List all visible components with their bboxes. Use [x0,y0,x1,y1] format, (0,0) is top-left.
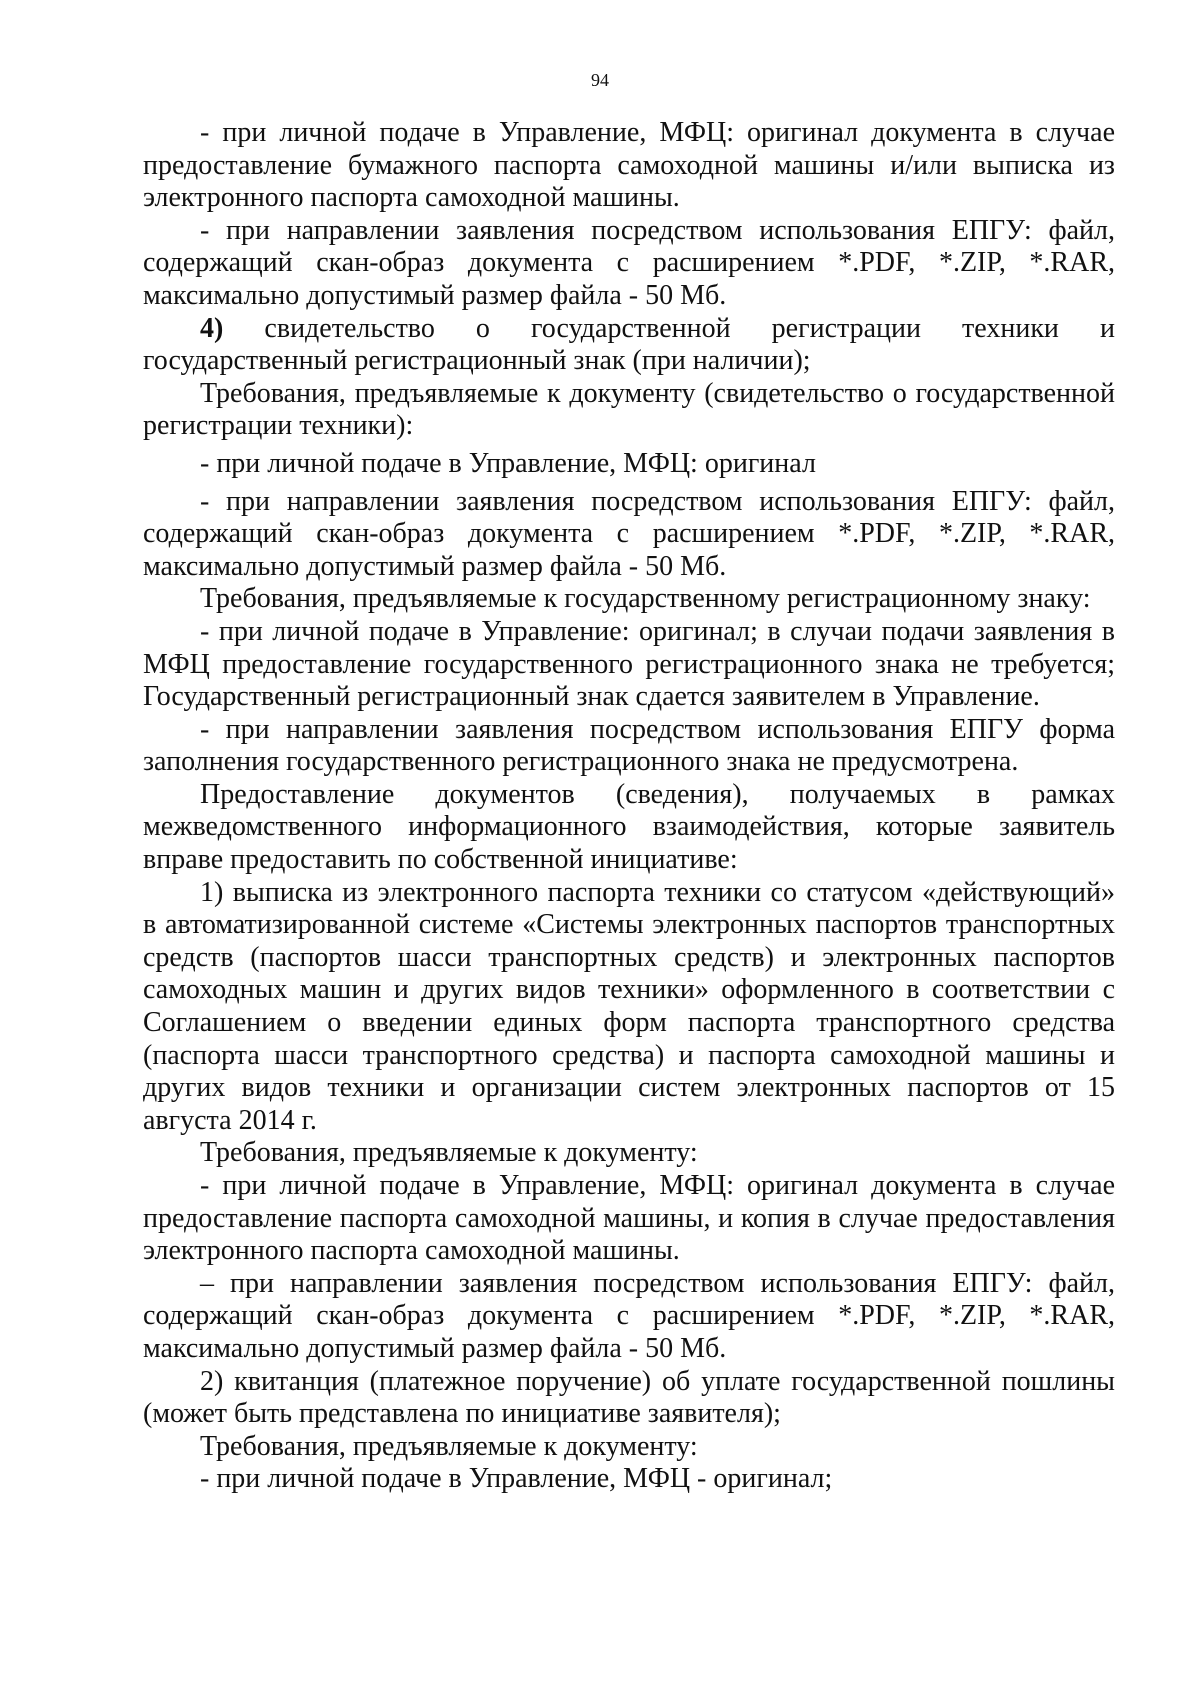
page-number: 94 [591,70,609,90]
paragraph: - при личной подаче в Управление, МФЦ: оригинал документа в случае предоставление бумажного паспорта самоходной машины и/или выписка из электронного паспорта самоходной машины. [143,117,1115,214]
paragraph: 1) выписка из электронного паспорта техники со статусом «действующий» в автоматизированной системе «Системы электронных паспортов транспортных средств (паспортов шасси транспортных средств) и электронных паспортов самоходных машин и других видов техники» оформленного в соответствии с Соглашением о введении единых форм паспорта транспортного средства (паспорта шасси транспортного средства) и паспорта самоходной машины и других видов техники и организации систем электронных паспортов от 15 августа 2014 г. [143,876,1115,1136]
paragraph: Требования, предъявляемые к документу: [200,1137,698,1169]
paragraph: - при направлении заявления посредством использования ЕПГУ: файл, содержащий скан-образ документа с расширением *.PDF, *.ZIP, *.RAR, максимально допустимый размер файла - 50 Мб. [143,485,1115,582]
paragraph: - при личной подаче в Управление: оригинал; в случаи подачи заявления в МФЦ предоставление государственного регистрационного знака не требуется; Государственный регистрационный знак сдается заявителем в Управление. [143,615,1115,713]
paragraph: - при личной подаче в Управление, МФЦ: оригинал [200,447,816,479]
paragraph: Требования, предъявляемые к государственному регистрационному знаку: [200,583,1091,615]
paragraph: 2) квитанция (платежное поручение) об уплате государственной пошлины (может быть представлена по инициативе заявителя); [143,1365,1115,1430]
paragraph: - при направлении заявления посредством использования ЕПГУ форма заполнения государственного регистрационного знака не предусмотрена. [143,713,1115,778]
item-number: 4) [200,312,224,344]
paragraph: Требования, предъявляемые к документу: [200,1430,698,1462]
paragraph: - при направлении заявления посредством использования ЕПГУ: файл, содержащий скан-образ документа с расширением *.PDF, *.ZIP, *.RAR, максимально допустимый размер файла - 50 Мб. [143,214,1115,311]
paragraph: - при личной подаче в Управление, МФЦ - оригинал; [200,1463,833,1495]
item-text: свидетельство о государственной регистрации техники и государственный регистрационный знак (при наличии); [143,312,1115,377]
paragraph: Требования, предъявляемые к документу (свидетельство о государственной регистрации техники): [143,377,1115,442]
paragraph: - при личной подаче в Управление, МФЦ: оригинал документа в случае предоставление паспорта самоходной машины, и копия в случае предоставления электронного паспорта самоходной машины. [143,1170,1115,1267]
document-body [143,117,1115,1496]
paragraph: Предоставление документов (сведения), получаемых в рамках межведомственного информационного взаимодействия, которые заявитель вправе предоставить по собственной инициативе: [143,778,1115,876]
paragraph [143,313,1115,378]
paragraph: – при направлении заявления посредством использования ЕПГУ: файл, содержащий скан-образ документа с расширением *.PDF, *.ZIP, *.RAR, максимально допустимый размер файла - 50 Мб. [143,1267,1115,1364]
